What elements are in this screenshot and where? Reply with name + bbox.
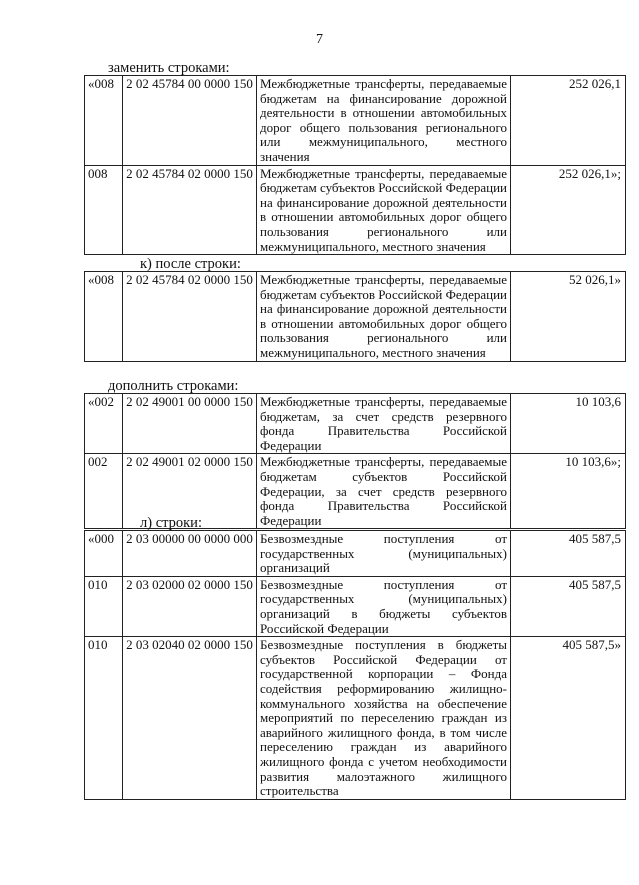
table-row <box>85 637 626 800</box>
table-row <box>85 576 626 636</box>
description-cell: Межбюджетные трансферты, передаваемые бюджетам субъектов Российской Федерации, за счет средств резервного фонда Правительства Российской Федерации <box>257 454 511 529</box>
budget-code-cell: 2 02 45784 02 0000 150 <box>123 272 257 362</box>
budget-code-cell: 2 03 02040 02 0000 150 <box>123 637 257 800</box>
amount-cell: 405 587,5» <box>511 637 626 800</box>
amount-cell: 10 103,6 <box>511 394 626 454</box>
budget-code-cell: 2 02 45784 02 0000 150 <box>123 165 257 255</box>
description-cell: Безвозмездные поступления в бюджеты субъектов Российской Федерации от государственной корпорации – Фонда содействия реформированию жилищно-коммунального хозяйства на обеспечение мероприятий по переселению граждан из аварийного жилищного фонда, в том числе переселению граждан из аварийного жилищного фонда с учетом необходимости развития малоэтажного жилищного строительства <box>257 637 511 800</box>
budget-table <box>84 271 626 362</box>
section-heading: л) строки: <box>140 515 202 531</box>
budget-table <box>84 75 626 255</box>
amount-cell: 252 026,1 <box>511 76 626 166</box>
budget-code-cell: 2 02 49001 02 0000 150 <box>123 454 257 529</box>
budget-code-cell: 2 03 02000 02 0000 150 <box>123 576 257 636</box>
table-row <box>85 531 626 577</box>
admin-code-cell: 010 <box>85 637 123 800</box>
admin-code-cell: 008 <box>85 165 123 255</box>
description-cell: Безвозмездные поступления от государственных (муниципальных) организаций <box>257 531 511 577</box>
amount-cell: 10 103,6»; <box>511 454 626 529</box>
admin-code-cell: «000 <box>85 531 123 577</box>
table-row <box>85 76 626 166</box>
description-cell: Межбюджетные трансферты, передаваемые бюджетам субъектов Российской Федерации на финансирование дорожной деятельности в отношении автомобильных дорог общего пользования регионального или межмуниципального, местного значения <box>257 272 511 362</box>
admin-code-cell: 002 <box>85 454 123 529</box>
description-cell: Межбюджетные трансферты, передаваемые бюджетам субъектов Российской Федерации на финансирование дорожной деятельности в отношении автомобильных дорог общего пользования регионального или межмуниципального, местного значения <box>257 165 511 255</box>
admin-code-cell: 010 <box>85 576 123 636</box>
page-number: 7 <box>316 32 323 47</box>
description-cell: Межбюджетные трансферты, передаваемые бюджетам, за счет средств резервного фонда Правительства Российской Федерации <box>257 394 511 454</box>
amount-cell: 405 587,5 <box>511 576 626 636</box>
section-heading: дополнить строками: <box>108 378 239 394</box>
amount-cell: 252 026,1»; <box>511 165 626 255</box>
budget-code-cell: 2 02 49001 00 0000 150 <box>123 394 257 454</box>
description-cell: Межбюджетные трансферты, передаваемые бюджетам на финансирование дорожной деятельности в отношении автомобильных дорог общего пользования регионального или межмуниципального, местного значения <box>257 76 511 166</box>
table-row <box>85 165 626 255</box>
section-heading: к) после строки: <box>140 256 241 272</box>
admin-code-cell: «008 <box>85 76 123 166</box>
description-cell: Безвозмездные поступления от государственных (муниципальных) организаций в бюджеты субъектов Российской Федерации <box>257 576 511 636</box>
section-heading: заменить строками: <box>108 60 230 76</box>
budget-table <box>84 393 626 529</box>
admin-code-cell: «008 <box>85 272 123 362</box>
amount-cell: 52 026,1» <box>511 272 626 362</box>
table-row <box>85 394 626 454</box>
amount-cell: 405 587,5 <box>511 531 626 577</box>
admin-code-cell: «002 <box>85 394 123 454</box>
budget-code-cell: 2 03 00000 00 0000 000 <box>123 531 257 577</box>
budget-code-cell: 2 02 45784 00 0000 150 <box>123 76 257 166</box>
budget-table <box>84 530 626 800</box>
table-row <box>85 272 626 362</box>
